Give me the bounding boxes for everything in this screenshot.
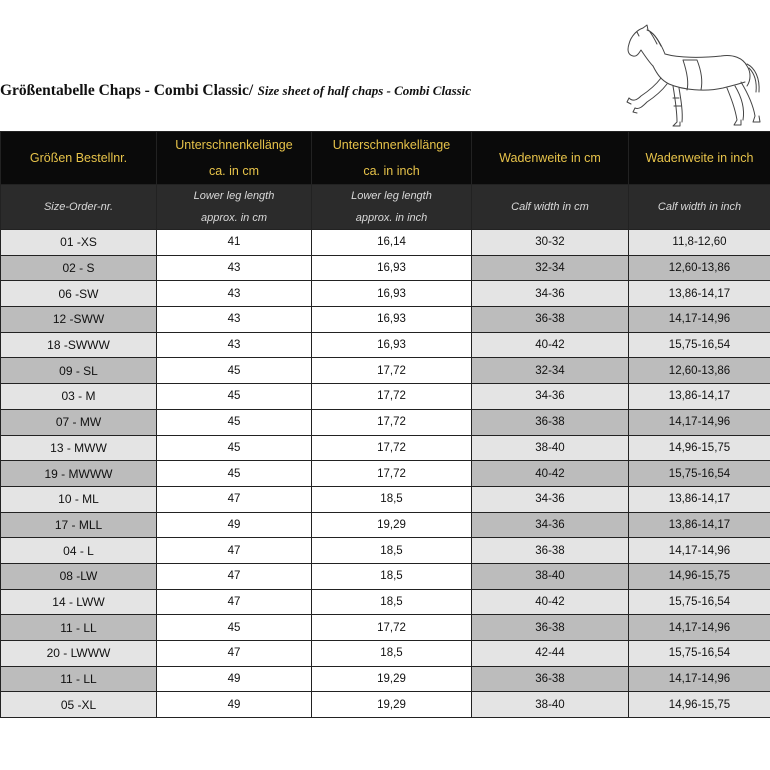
cell-size: 17 - MLL	[1, 512, 157, 538]
cell-calf-cm: 36-38	[472, 409, 629, 435]
cell-leg-inch: 16,93	[312, 332, 472, 358]
table-row	[1, 281, 770, 307]
header-calf-inch: Wadenweite in inch	[629, 132, 770, 185]
cell-leg-cm: 47	[157, 589, 312, 615]
subheader-row	[1, 185, 770, 230]
cell-calf-cm: 34-36	[472, 384, 629, 410]
cell-calf-inch: 11,8-12,60	[629, 230, 770, 256]
cell-leg-inch: 17,72	[312, 615, 472, 641]
cell-size: 14 - LWW	[1, 589, 157, 615]
cell-leg-inch: 17,72	[312, 358, 472, 384]
cell-calf-inch: 13,86-14,17	[629, 486, 770, 512]
table-row	[1, 666, 770, 692]
cell-size: 09 - SL	[1, 358, 157, 384]
title-english: Size sheet of half chaps - Combi Classic	[257, 83, 472, 98]
cell-calf-cm: 38-40	[472, 435, 629, 461]
cell-calf-cm: 40-42	[472, 332, 629, 358]
cell-leg-cm: 45	[157, 615, 312, 641]
size-table	[0, 131, 770, 718]
cell-calf-cm: 36-38	[472, 538, 629, 564]
cell-size: 20 - LWWW	[1, 641, 157, 667]
subheader-calf-inch: Calf width in inch	[629, 185, 770, 230]
cell-calf-cm: 40-42	[472, 589, 629, 615]
cell-size: 13 - MWW	[1, 435, 157, 461]
cell-calf-inch: 15,75-16,54	[629, 332, 770, 358]
cell-calf-inch: 14,96-15,75	[629, 435, 770, 461]
cell-size: 18 -SWWW	[1, 332, 157, 358]
subheader-size: Size-Order-nr.	[1, 185, 157, 230]
table-row	[1, 435, 770, 461]
table-row	[1, 486, 770, 512]
cell-leg-cm: 47	[157, 563, 312, 589]
cell-size: 08 -LW	[1, 563, 157, 589]
table-row	[1, 461, 770, 487]
horse-sketch-icon	[617, 22, 767, 132]
header-size: Größen Bestellnr.	[1, 132, 157, 185]
cell-calf-inch: 15,75-16,54	[629, 461, 770, 487]
cell-calf-cm: 36-38	[472, 666, 629, 692]
cell-calf-cm: 32-34	[472, 358, 629, 384]
cell-leg-cm: 49	[157, 692, 312, 718]
cell-size: 06 -SW	[1, 281, 157, 307]
cell-calf-cm: 34-36	[472, 512, 629, 538]
cell-calf-cm: 36-38	[472, 307, 629, 333]
cell-leg-cm: 49	[157, 512, 312, 538]
cell-calf-cm: 30-32	[472, 230, 629, 256]
cell-leg-cm: 47	[157, 641, 312, 667]
cell-leg-cm: 43	[157, 307, 312, 333]
page-title	[0, 82, 471, 100]
cell-calf-inch: 14,17-14,96	[629, 409, 770, 435]
header-leg-cm: Unterschnenkellänge ca. in cm	[157, 132, 312, 185]
table-row	[1, 692, 770, 718]
cell-leg-cm: 43	[157, 255, 312, 281]
header-calf-cm: Wadenweite in cm	[472, 132, 629, 185]
table-row	[1, 384, 770, 410]
subheader-leg-inch: Lower leg length approx. in inch	[312, 185, 472, 230]
cell-leg-cm: 43	[157, 332, 312, 358]
table-row	[1, 589, 770, 615]
header-row	[1, 132, 770, 185]
cell-size: 05 -XL	[1, 692, 157, 718]
cell-calf-cm: 36-38	[472, 615, 629, 641]
cell-leg-cm: 45	[157, 358, 312, 384]
cell-leg-cm: 45	[157, 461, 312, 487]
subheader-calf-cm: Calf width in cm	[472, 185, 629, 230]
cell-calf-inch: 15,75-16,54	[629, 589, 770, 615]
cell-calf-cm: 38-40	[472, 692, 629, 718]
cell-calf-inch: 14,17-14,96	[629, 307, 770, 333]
table-row	[1, 615, 770, 641]
cell-calf-inch: 13,86-14,17	[629, 384, 770, 410]
cell-size: 11 - LL	[1, 666, 157, 692]
cell-leg-cm: 45	[157, 409, 312, 435]
cell-calf-inch: 14,17-14,96	[629, 538, 770, 564]
cell-leg-inch: 18,5	[312, 589, 472, 615]
cell-leg-cm: 43	[157, 281, 312, 307]
cell-size: 04 - L	[1, 538, 157, 564]
cell-calf-inch: 14,96-15,75	[629, 563, 770, 589]
cell-calf-cm: 40-42	[472, 461, 629, 487]
cell-leg-inch: 18,5	[312, 486, 472, 512]
cell-calf-inch: 14,96-15,75	[629, 692, 770, 718]
header-leg-inch: Unterschnenkellänge ca. in inch	[312, 132, 472, 185]
cell-leg-cm: 47	[157, 486, 312, 512]
cell-leg-inch: 16,93	[312, 281, 472, 307]
cell-calf-inch: 13,86-14,17	[629, 281, 770, 307]
cell-calf-cm: 34-36	[472, 281, 629, 307]
cell-size: 01 -XS	[1, 230, 157, 256]
table-row	[1, 512, 770, 538]
cell-size: 19 - MWWW	[1, 461, 157, 487]
cell-calf-inch: 12,60-13,86	[629, 255, 770, 281]
cell-calf-cm: 34-36	[472, 486, 629, 512]
cell-leg-inch: 17,72	[312, 435, 472, 461]
table-row	[1, 230, 770, 256]
cell-leg-inch: 19,29	[312, 666, 472, 692]
cell-calf-cm: 38-40	[472, 563, 629, 589]
cell-size: 03 - M	[1, 384, 157, 410]
table-row	[1, 332, 770, 358]
cell-leg-cm: 41	[157, 230, 312, 256]
cell-calf-inch: 15,75-16,54	[629, 641, 770, 667]
cell-leg-cm: 45	[157, 435, 312, 461]
cell-calf-inch: 14,17-14,96	[629, 666, 770, 692]
table-row	[1, 563, 770, 589]
cell-size: 02 - S	[1, 255, 157, 281]
cell-leg-inch: 19,29	[312, 692, 472, 718]
cell-calf-cm: 42-44	[472, 641, 629, 667]
cell-leg-inch: 16,14	[312, 230, 472, 256]
cell-leg-inch: 19,29	[312, 512, 472, 538]
cell-leg-inch: 18,5	[312, 538, 472, 564]
table-row	[1, 255, 770, 281]
cell-leg-inch: 17,72	[312, 461, 472, 487]
cell-leg-inch: 18,5	[312, 563, 472, 589]
cell-leg-cm: 45	[157, 384, 312, 410]
title-german: Größentabelle Chaps - Combi Classic/	[0, 82, 254, 99]
cell-leg-inch: 17,72	[312, 409, 472, 435]
subheader-leg-cm: Lower leg length approx. in cm	[157, 185, 312, 230]
cell-leg-inch: 16,93	[312, 255, 472, 281]
table-row	[1, 409, 770, 435]
cell-leg-inch: 18,5	[312, 641, 472, 667]
cell-size: 10 - ML	[1, 486, 157, 512]
cell-size: 07 - MW	[1, 409, 157, 435]
cell-calf-inch: 14,17-14,96	[629, 615, 770, 641]
cell-calf-inch: 12,60-13,86	[629, 358, 770, 384]
cell-calf-inch: 13,86-14,17	[629, 512, 770, 538]
cell-calf-cm: 32-34	[472, 255, 629, 281]
cell-leg-cm: 47	[157, 538, 312, 564]
table-row	[1, 307, 770, 333]
cell-leg-inch: 16,93	[312, 307, 472, 333]
cell-size: 11 - LL	[1, 615, 157, 641]
table-row	[1, 538, 770, 564]
cell-leg-cm: 49	[157, 666, 312, 692]
cell-size: 12 -SWW	[1, 307, 157, 333]
table-row	[1, 641, 770, 667]
table-row	[1, 358, 770, 384]
cell-leg-inch: 17,72	[312, 384, 472, 410]
